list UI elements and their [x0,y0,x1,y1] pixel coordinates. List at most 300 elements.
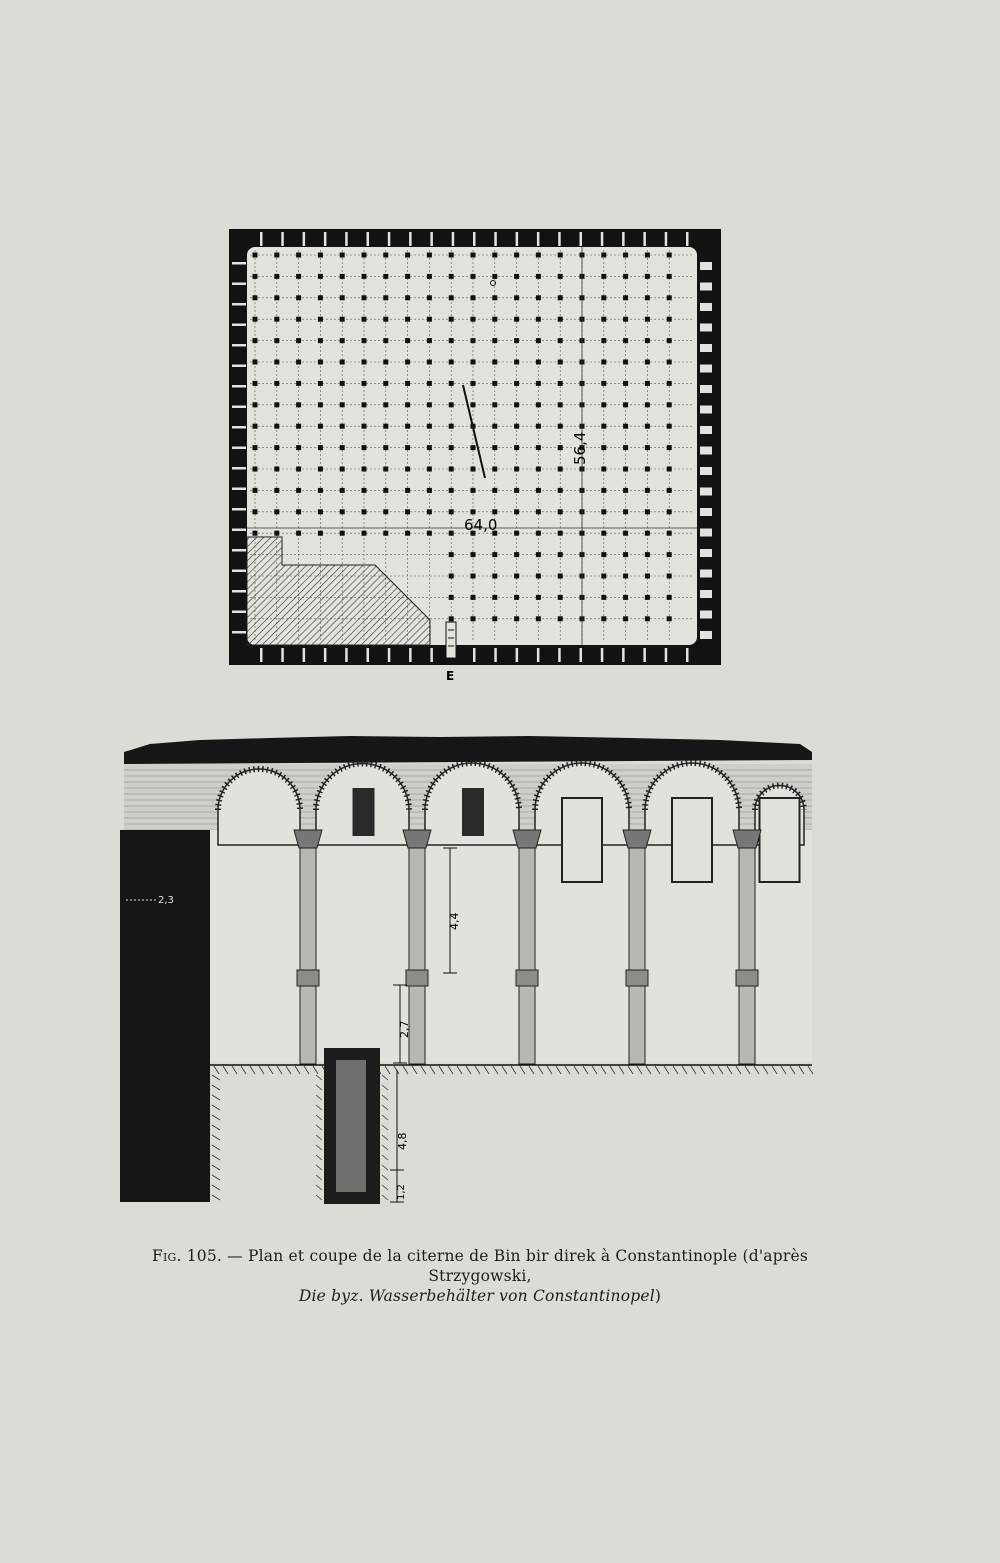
cistern-section [110,730,835,1230]
plan-entrance-stair [446,622,456,658]
plan-column [536,616,541,621]
plan-column [558,616,563,621]
plan-column [405,509,410,514]
plan-column [623,360,628,365]
caption-source-close: ) [654,1287,662,1305]
plan-column [253,424,258,429]
plan-column [296,488,301,493]
plan-column [318,488,323,493]
plan-column [296,295,301,300]
plan-column [383,424,388,429]
plan-column [383,488,388,493]
plan-column [318,445,323,450]
plan-column [514,338,519,343]
plan-column [667,317,672,322]
plan-column [449,552,454,557]
plan-column [362,509,367,514]
plan-column [536,445,541,450]
plan-column [318,467,323,472]
plan-column [514,467,519,472]
plan-column [362,531,367,536]
plan-column [427,509,432,514]
plan-column [362,274,367,279]
plan-column [274,317,279,322]
plan-column [667,595,672,600]
plan-column [318,338,323,343]
plan-column [645,616,650,621]
plan-column [536,274,541,279]
plan-column [536,338,541,343]
plan-column [362,424,367,429]
plan-column [645,574,650,579]
plan-column [514,616,519,621]
plan-column [318,381,323,386]
plan-column [383,381,388,386]
plan-column [449,531,454,536]
plan-column [296,509,301,514]
plan-column [449,338,454,343]
plan-column [253,509,258,514]
plan-column [427,381,432,386]
plan-column [536,552,541,557]
plan-column [558,552,563,557]
plan-column [667,488,672,493]
plan-column [296,381,301,386]
plan-column [558,424,563,429]
plan-column [667,445,672,450]
plan-column [405,317,410,322]
plan-column [667,360,672,365]
plan-column [645,317,650,322]
plan-column [601,317,606,322]
plan-column [253,488,258,493]
plan-column [645,424,650,429]
plan-column [449,295,454,300]
plan-column [601,488,606,493]
plan-column [492,295,497,300]
plan-column [340,360,345,365]
plan-column [645,402,650,407]
plan-column [645,295,650,300]
plan-column [427,253,432,258]
plan-column [645,488,650,493]
plan-column [558,381,563,386]
plan-column [601,360,606,365]
plan-column [514,317,519,322]
plan-column [514,381,519,386]
plan-column [623,574,628,579]
plan-column [514,531,519,536]
plan-column [667,424,672,429]
plan-column [340,531,345,536]
plan-column [514,574,519,579]
plan-column [362,338,367,343]
plan-column [514,360,519,365]
plan-column [558,488,563,493]
plan-column [667,402,672,407]
plan-column [667,274,672,279]
plan-column [340,445,345,450]
plan-column [383,253,388,258]
plan-column [623,381,628,386]
plan-column [471,509,476,514]
plan-column [558,317,563,322]
plan-column [667,253,672,258]
plan-column [449,381,454,386]
plan-column [362,467,367,472]
plan-column [449,274,454,279]
plan-column [274,338,279,343]
plan-column [274,253,279,258]
plan-column [362,317,367,322]
plan-column [601,595,606,600]
plan-column [274,295,279,300]
caption-source-line [110,1286,850,1306]
plan-column [536,531,541,536]
plan-column [558,402,563,407]
plan-column [536,317,541,322]
plan-column [623,274,628,279]
plan-column [536,574,541,579]
section-rubble-fill [124,736,812,764]
plan-dimension-long: 64,0 [464,516,498,534]
plan-column [536,381,541,386]
plan-column [318,360,323,365]
plan-column [471,595,476,600]
plan-column [558,509,563,514]
plan-column [558,531,563,536]
plan-column [623,488,628,493]
plan-column [427,531,432,536]
plan-column [449,360,454,365]
plan-column [296,317,301,322]
plan-column [492,595,497,600]
plan-column [274,402,279,407]
plan-column [645,274,650,279]
plan-column [362,381,367,386]
plan-column [601,402,606,407]
plan-column [318,295,323,300]
plan-column [427,295,432,300]
plan-column [383,402,388,407]
plan-column [558,595,563,600]
plan-column [383,295,388,300]
plan-column [558,574,563,579]
plan-column [645,338,650,343]
cistern-plan [220,220,730,690]
plan-column [340,253,345,258]
plan-column [558,338,563,343]
plan-column [449,445,454,450]
plan-column [340,338,345,343]
plan-column [383,531,388,536]
plan-column [383,467,388,472]
plan-column [362,402,367,407]
plan-column [383,274,388,279]
plan-dimension-short: 56,4 [571,431,589,465]
plan-column [667,552,672,557]
plan-column [383,317,388,322]
plan-column [492,360,497,365]
plan-column [405,531,410,536]
plan-column [492,552,497,557]
plan-column [362,360,367,365]
plan-column [405,467,410,472]
plan-column [492,509,497,514]
figure-caption [110,1246,850,1306]
plan-column [253,295,258,300]
plan-column [449,509,454,514]
plan-column [253,402,258,407]
plan-column [274,509,279,514]
section-dim-upper-shaft: 4,4 [448,912,461,930]
plan-column [492,445,497,450]
plan-column [318,274,323,279]
plan-column [471,552,476,557]
figure-number: Fig. 105. [151,1247,223,1265]
plan-column [274,445,279,450]
plan-column [405,253,410,258]
plan-column [645,552,650,557]
plan-column [645,595,650,600]
plan-column [623,424,628,429]
plan-column [623,317,628,322]
plan-column [667,531,672,536]
plan-column [405,274,410,279]
plan-column [558,445,563,450]
plan-column [471,274,476,279]
plan-column [318,531,323,536]
plan-column [492,274,497,279]
plan-column [601,616,606,621]
plan-column [274,424,279,429]
plan-column [296,424,301,429]
plan-column [536,360,541,365]
plan-column [362,488,367,493]
plan-column [253,360,258,365]
plan-column [405,381,410,386]
plan-column [296,338,301,343]
plan-column [623,338,628,343]
plan-column [405,295,410,300]
plan-column [601,509,606,514]
plan-column [340,295,345,300]
plan-column [253,338,258,343]
plan-column [667,574,672,579]
plan-column [601,295,606,300]
section-dim-base: 1,2 [396,1184,407,1200]
plan-column [340,488,345,493]
plan-column [253,445,258,450]
plan-column [536,402,541,407]
plan-column [318,253,323,258]
plan-column [514,253,519,258]
plan-column [274,381,279,386]
plan-column [405,445,410,450]
plan-column [645,360,650,365]
plan-column [427,360,432,365]
plan-column [645,253,650,258]
plan-column [667,295,672,300]
plan-column [274,467,279,472]
plan-column [383,360,388,365]
plan-column [427,338,432,343]
plan-column [253,381,258,386]
plan-column [427,402,432,407]
plan-column [623,402,628,407]
plan-column [274,274,279,279]
plan-column [492,381,497,386]
plan-column [645,531,650,536]
plan-column [427,467,432,472]
plan-column [514,488,519,493]
plan-column [492,253,497,258]
plan-column [667,509,672,514]
plan-column [492,317,497,322]
plan-column [471,253,476,258]
plan-column [667,338,672,343]
plan-column [296,402,301,407]
plan-column [296,467,301,472]
plan-column [601,574,606,579]
plan-column [623,552,628,557]
plan-column [536,467,541,472]
plan-column [536,595,541,600]
plan-column [645,445,650,450]
plan-column [601,445,606,450]
plan-column [449,488,454,493]
plan-column [536,295,541,300]
plan-column [492,424,497,429]
plan-column [449,424,454,429]
section-dim-buried: 4,8 [396,1132,409,1150]
plan-column [340,467,345,472]
plan-column [427,488,432,493]
plan-column [340,381,345,386]
plan-column [492,402,497,407]
plan-column [383,509,388,514]
plan-column [601,338,606,343]
plan-column [362,295,367,300]
plan-column [471,381,476,386]
plan-column [536,424,541,429]
section-dim-lower-shaft: 2,7 [398,1020,411,1038]
plan-column [449,467,454,472]
plan-column [405,488,410,493]
plan-column [253,317,258,322]
plan-column [623,467,628,472]
plan-column [296,360,301,365]
plan-column [623,445,628,450]
plan-column [471,402,476,407]
plan-column [623,531,628,536]
plan-column [558,360,563,365]
plan-column [318,402,323,407]
plan-column [253,531,258,536]
plan-column [492,616,497,621]
plan-column [427,317,432,322]
plan-column [340,274,345,279]
plan-column [318,424,323,429]
plan-column [274,360,279,365]
plan-column [645,509,650,514]
plan-column [340,509,345,514]
plan-column [296,253,301,258]
plan-column [536,488,541,493]
plan-column [253,253,258,258]
plan-column [471,295,476,300]
plan-column [274,531,279,536]
plan-column [383,445,388,450]
plan-column [471,317,476,322]
section-dim-wall: 2,3 [158,895,174,906]
plan-column [514,274,519,279]
plan-column [645,381,650,386]
plan-column [449,402,454,407]
plan-column [623,595,628,600]
plan-column [601,467,606,472]
plan-column [514,402,519,407]
plan-column [514,552,519,557]
plan-column [623,253,628,258]
plan-column [601,424,606,429]
plan-column [492,488,497,493]
plan-column [601,253,606,258]
plan-column [318,317,323,322]
plan-column [383,338,388,343]
section-left-wall [120,830,210,1202]
plan-column [536,253,541,258]
plan-column [601,381,606,386]
plan-column [514,295,519,300]
plan-column [405,360,410,365]
plan-column [449,595,454,600]
plan-column [405,338,410,343]
plan-column [427,445,432,450]
plan-column [623,295,628,300]
plan-column [492,467,497,472]
plan-column [318,509,323,514]
plan-column [601,274,606,279]
plan-column [253,467,258,472]
plan-column [362,253,367,258]
plan-column [471,445,476,450]
plan-column [471,467,476,472]
plan-column [492,574,497,579]
plan-column [558,467,563,472]
plan-column [601,531,606,536]
plan-column [558,274,563,279]
plan-column [492,338,497,343]
plan-column [340,317,345,322]
plan-column [427,424,432,429]
plan-column [449,616,454,621]
plan-column [449,317,454,322]
plan-column [536,509,541,514]
plan-column [667,381,672,386]
caption-source-title: Die byz. Wasserbehälter von Constantinopel [298,1287,655,1305]
plan-column [667,467,672,472]
plan-column [514,595,519,600]
plan-column [405,424,410,429]
plan-column [471,338,476,343]
plan-column [601,552,606,557]
plan-column [667,616,672,621]
plan-column [253,274,258,279]
plan-column [471,616,476,621]
plan-column [471,360,476,365]
plan-column [558,253,563,258]
